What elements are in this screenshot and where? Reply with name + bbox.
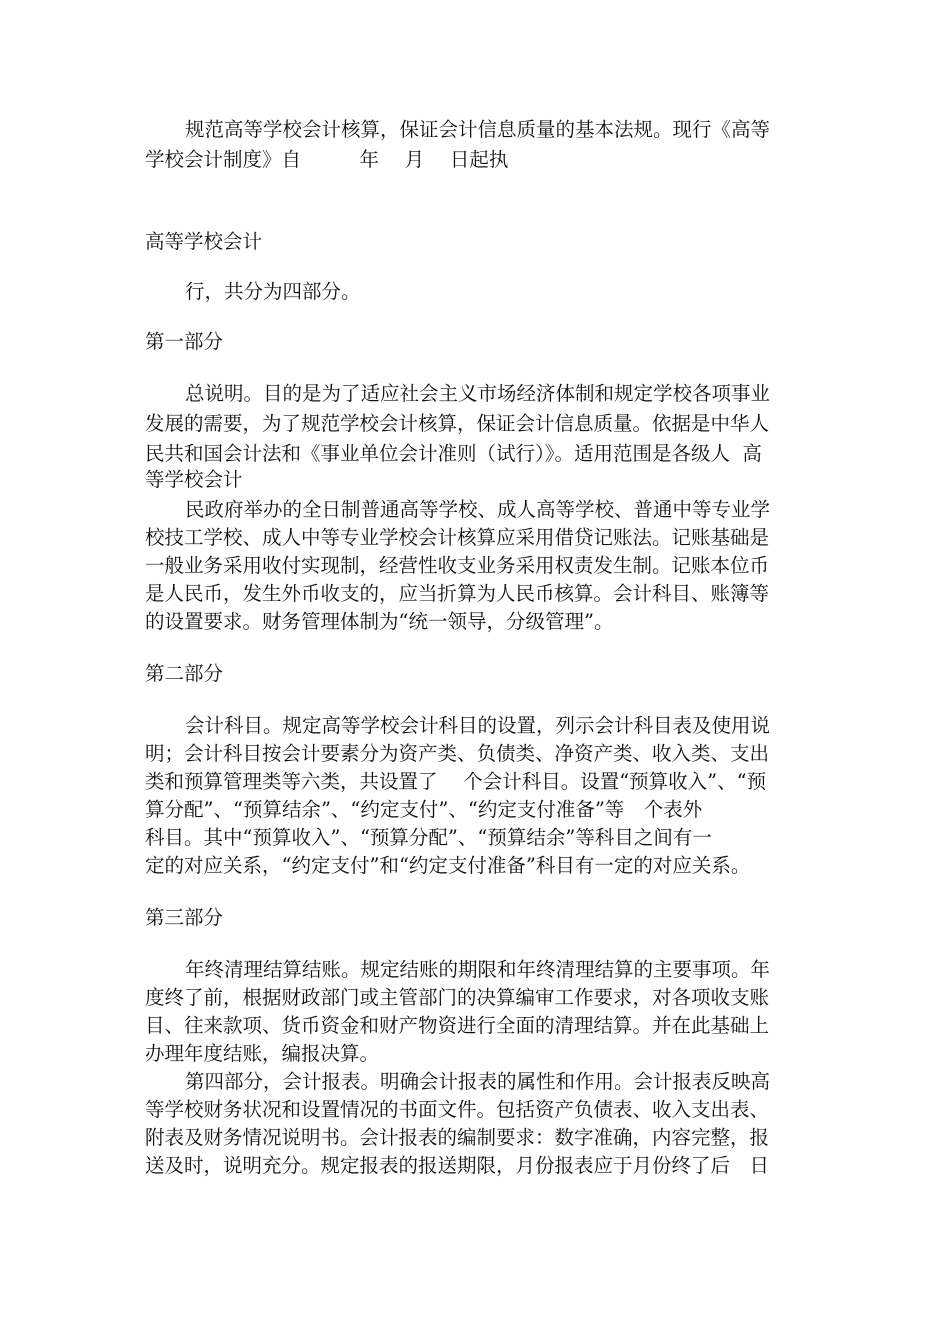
text-line: 第四部分，会计报表。明确会计报表的属性和作用。会计报表反映高 [185, 1070, 771, 1093]
section-heading: 第二部分 [145, 662, 224, 685]
text-line: 定的对应关系，“约定支付”和“约定支付准备”科目有一定的对应关系。 [145, 854, 751, 877]
section-heading: 第一部分 [145, 330, 224, 353]
text-line: 高等学校会计 [145, 230, 263, 253]
text-line: 算分配”、“预算结余”、“约定支付”、“约定支付准备”等 个表外 [145, 798, 703, 821]
text-line: 是人民币，发生外币收支的，应当折算为人民币核算。会计科目、账簿等 [145, 582, 770, 605]
section-heading: 第三部分 [145, 906, 224, 929]
text-line: 学校会计制度》自 年 月 日起执 [145, 148, 509, 171]
text-line: 年终清理结算结账。规定结账的期限和年终清理结算的主要事项。年 [185, 958, 771, 981]
text-line: 科目。其中“预算收入”、“预算分配”、“预算结余”等科目之间有一 [145, 826, 712, 849]
text-line: 度终了前，根据财政部门或主管部门的决算编审工作要求，对各项收支账 [145, 986, 770, 1009]
text-line: 会计科目。规定高等学校会计科目的设置，列示会计科目表及使用说 [185, 714, 771, 737]
text-line: 行，共分为四部分。 [185, 280, 361, 303]
text-line: 附表及财务情况说明书。会计报表的编制要求：数字准确，内容完整，报 [145, 1126, 770, 1149]
text-line: 民政府举办的全日制普通高等学校、成人高等学校、普通中等专业学 [185, 498, 771, 521]
text-line: 明；会计科目按会计要素分为资产类、负债类、净资产类、收入类、支出 [145, 742, 770, 765]
text-line: 目、往来款项、货币资金和财产物资进行全面的清理结算。并在此基础上 [145, 1014, 770, 1037]
text-line: 校技工学校、成人中等专业学校会计核算应采用借贷记账法。记账基础是 [145, 526, 770, 549]
text-line: 类和预算管理类等六类，共设置了 个会计科目。设置“预算收入”、“预 [145, 770, 767, 793]
text-line: 总说明。目的是为了适应社会主义市场经济体制和规定学校各项事业 [185, 382, 771, 405]
text-line: 的设置要求。财务管理体制为“统一领导，分级管理”。 [145, 610, 614, 633]
text-line: 规范高等学校会计核算，保证会计信息质量的基本法规。现行《高等 [185, 118, 771, 141]
text-line: 等学校会计 [145, 468, 243, 491]
text-line: 民共和国会计法和《事业单位会计准则（试行）》。适用范围是各级人 高 [145, 442, 762, 465]
text-line: 发展的需要，为了规范学校会计核算，保证会计信息质量。依据是中华人 [145, 412, 770, 435]
text-line: 办理年度结账，编报决算。 [145, 1042, 380, 1065]
text-line: 等学校财务状况和设置情况的书面文件。包括资产负债表、收入支出表、 [145, 1098, 770, 1121]
text-line: 送及时，说明充分。规定报表的报送期限，月份报表应于月份终了后 日 [145, 1154, 770, 1177]
text-line: 一般业务采用收付实现制，经营性收支业务采用权责发生制。记账本位币 [145, 554, 770, 577]
